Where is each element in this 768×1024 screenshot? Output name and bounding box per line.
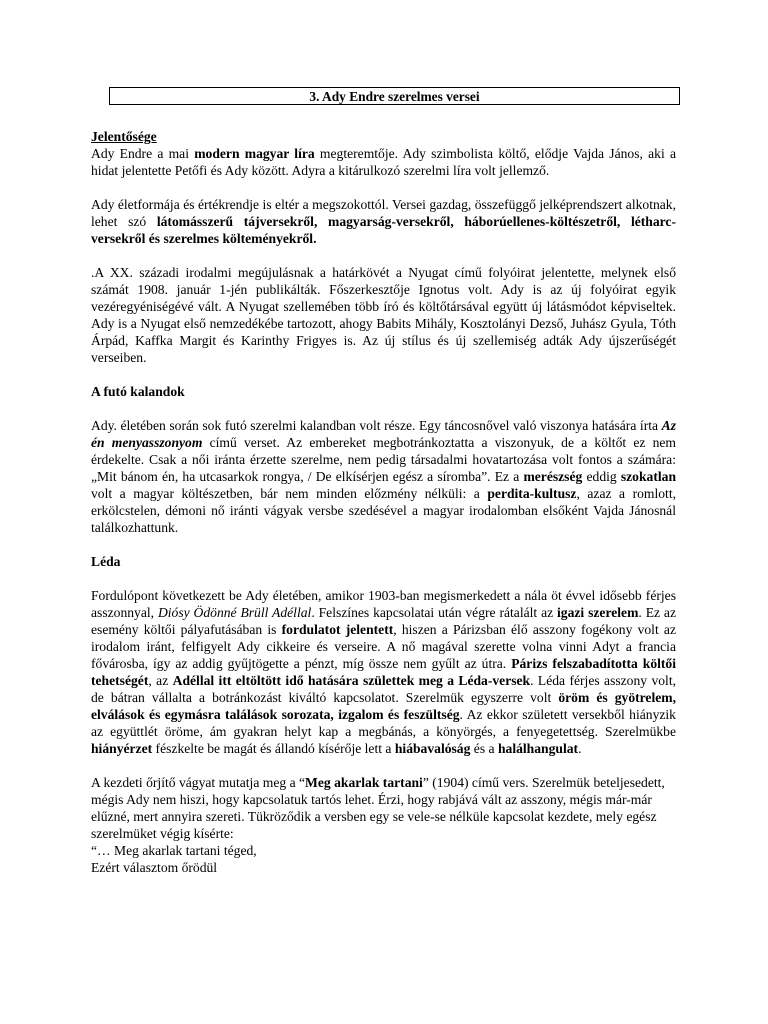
section-heading-jelentosege: Jelentősége	[91, 129, 157, 144]
paragraph-nyugat: .A XX. századi irodalmi megújulásnak a határkövét a Nyugat című folyóirat jelentette, melynek első számát 1908. január 1-jén publikálták. Főszerkesztője Ignotus volt. Ady is az új folyóirat egyik vezéregyéniségévé vált. A Nyugat szellemében több író és költőtársával együtt új látásmódot képviseltek. Ady is a Nyugat első nemzedékébe tartozott, ahogy Babits Mihály, Kosztolányi Dezső, Juhász Gyula, Tóth Árpád, Kaffka Margit és Karinthy Frigyes is. Az új stílus és új szellemiség adták Ady újszerűségét verseiben.	[91, 265, 676, 365]
quote-line: “… Meg akarlak tartani téged,	[91, 843, 257, 858]
paragraph-lifestyle: Ady életformája és értékrendje is eltér a megszokottól. Versei gazdag, összefüggő jelképrendszert alkotnak, lehet szó látomásszerű tájversekről, magyarság-versekről, háborúellenes-költészetről, létharc-versekről és szerelmes költeményekről.	[91, 197, 676, 246]
document-page	[91, 87, 676, 876]
paragraph-leda: Fordulópont következett be Ady életében, amikor 1903-ban megismerkedett a nála öt évvel idősebb férjes asszonnyal, Diósy Ödönné Brüll Adéllal. Felszínes kapcsolatai után végre rátalált az igazi szerelem. Ez az esemény költői pályafutásában is fordulatot jelentett, hiszen a Párizsban élő asszony fogékony volt az irodalom iránt, felfigyelt Ady cikkeire és verseire. A nő magával szerette volna vinni Adyt a francia fővárosba, így az addig gyűjtögette a pénzt, míg össze nem gyűlt az útra. Párizs felszabadította költői tehetségét, az Adéllal itt eltöltött idő hatására születtek meg a Léda-versek. Léda férjes asszony volt, de bátran vállalta a botránkozást kiváltó kapcsolatot. Szerelmük egyszerre volt öröm és gyötrelem, elválások és egymásra találások sorozata, izgalom és feszültség. Az ekkor született versekből hiányzik az együttlét öröme, ám gyakran helyt kap a megbánás, a könyörgés, a fenyegetettség. Szerelmükbe hiányérzet fészkelte be magát és állandó kísérője lett a hiábavalóság és a halálhangulat.	[91, 588, 677, 756]
quote-line: Ezért választom őrödül	[91, 860, 218, 875]
paragraph-meg-akarlak-tartani: A kezdeti őrjítő vágyat mutatja meg a “Meg akarlak tartani” (1904) című vers. Szerelmük beteljesedett, mégis Ady nem hiszi, hogy kapcsolatuk tartós lehet. Érzi, hogy rabjává vált az asszony, mégis már-már elűzné, mert annyira szereti. Tükröződik a versben egy se vele-se nélküle kapcsolat kezdete, mely egész szerelmüket végig kísérte:	[91, 775, 665, 841]
paragraph-futo-kalandok: Ady. életében során sok futó szerelmi kalandban volt része. Egy táncosnővel való viszonya hatására írta Az én menyasszonyom című verset. Az embereket megbotránkoztatta a viszonyuk, de a költőt ez nem érdekelte. Csak a női iránta érzette szerelme, nem pedig társadalmi hovatartozása volt fontos a számára: „Mit bánom én, ha utcasarkok rongya, / De elkísérjen egész a síromba”. Ez a merészség eddig szokatlan volt a magyar költészetben, bár nem minden előzmény nélküli: a perdita-kultusz, azaz a romlott, erkölcstelen, démoni nő iránti vágyak versbe szedésével a magyar irodalomban elsőként Vajda Jánosnál találkozhattunk.	[91, 418, 676, 535]
paragraph-intro: Ady Endre a mai modern magyar líra megteremtője. Ady szimbolista költő, elődje Vajda János, aki a hidat jelentette Petőfi és Ady között. Adyra a kitárulkozó szerelmi líra volt jellemző.	[91, 146, 676, 178]
document-title: 3. Ady Endre szerelmes versei	[109, 87, 680, 105]
section-heading-leda: Léda	[91, 554, 121, 569]
section-heading-futo-kalandok: A futó kalandok	[91, 384, 185, 399]
